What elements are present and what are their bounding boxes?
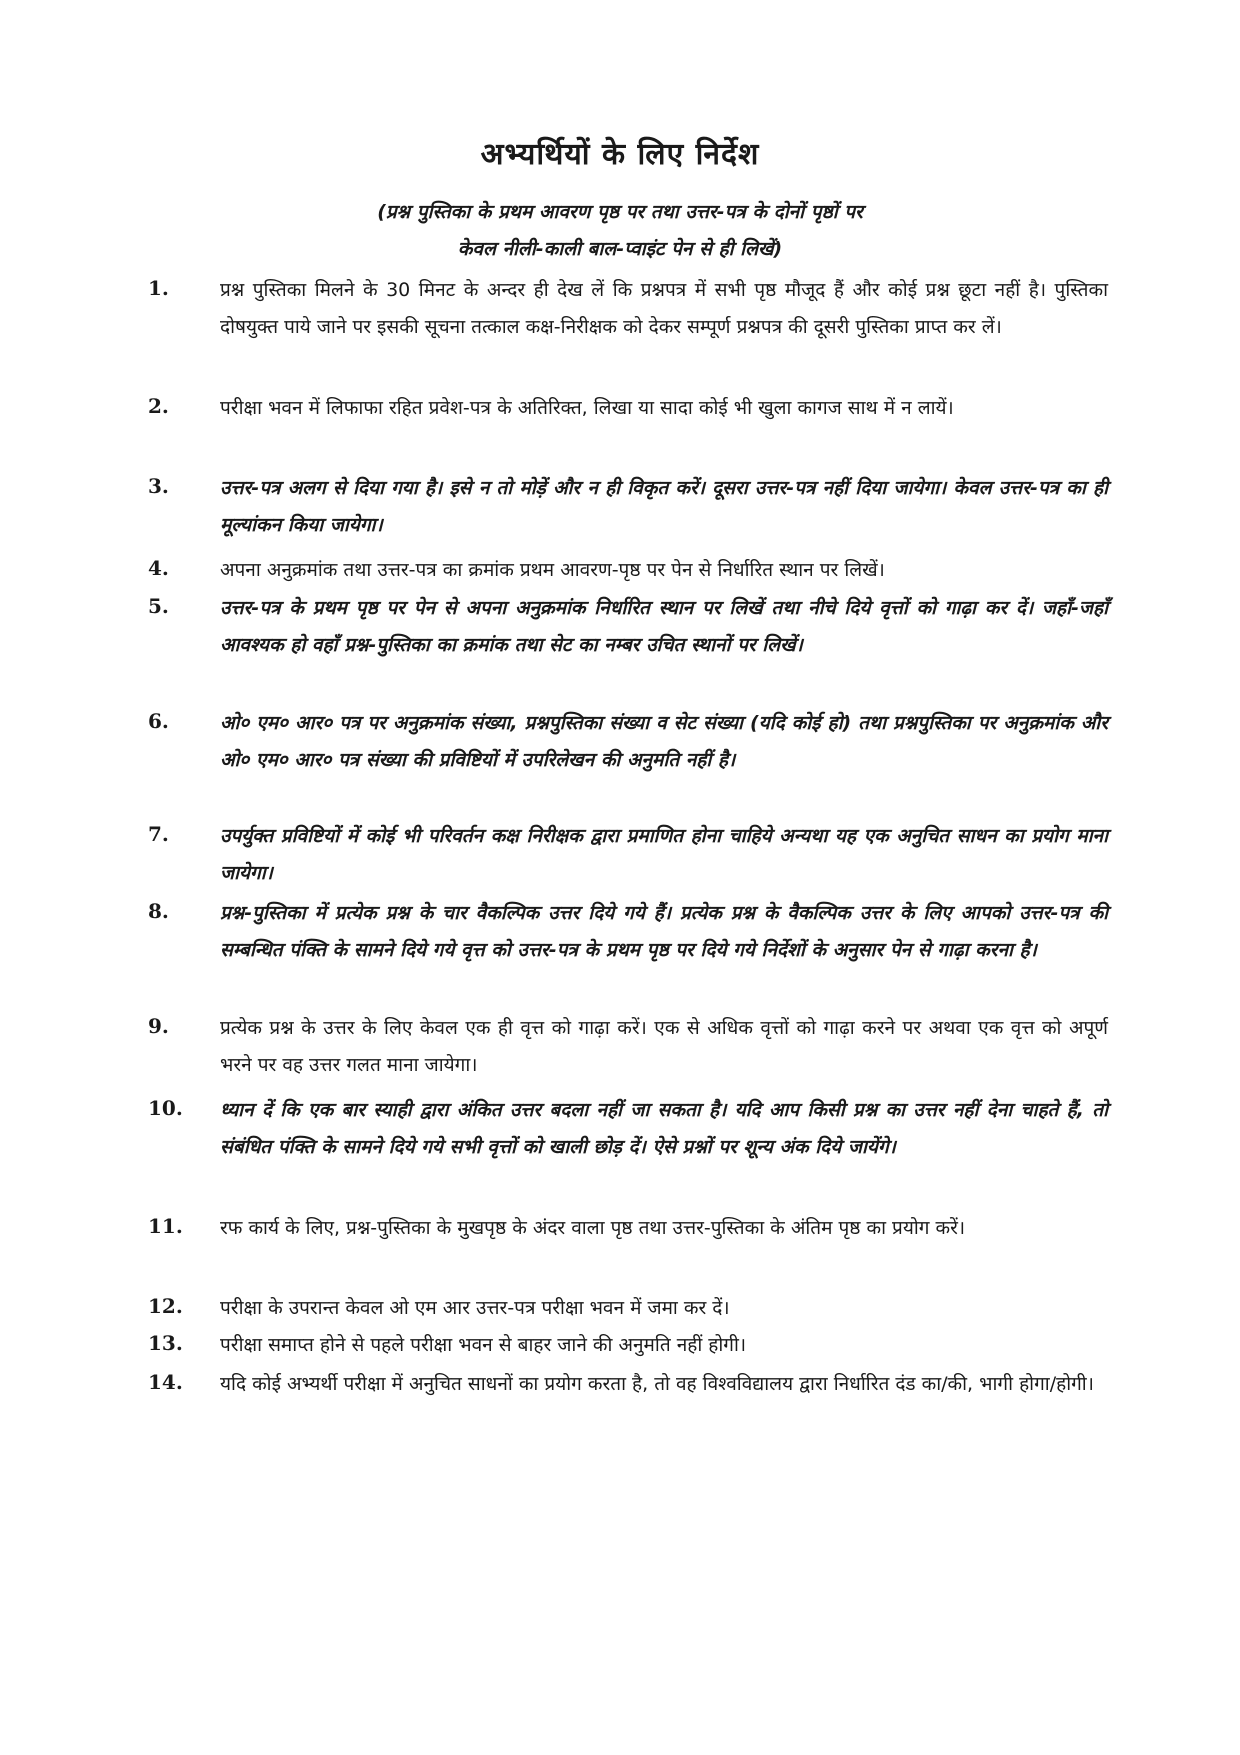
instruction-number: 6.: [148, 709, 169, 733]
instruction-number: 2.: [148, 394, 169, 418]
instruction-text: ओ० एम० आर० पत्र पर अनुक्रमांक संख्या, प्रश्नपुस्तिका संख्या व सेट संख्या (यदि कोई हो) तथा प्रश्नपुस्तिका पर अनुक्रमांक और ओ० एम० आर० पत्र संख्या की प्रविष्टियों में उपरिलेखन की अनुमति नहीं है।: [220, 712, 1108, 771]
instruction-text: परीक्षा के उपरान्त केवल ओ एम आर उत्तर-पत्र परीक्षा भवन में जमा कर दें।: [220, 1297, 730, 1319]
instruction-2: [148, 390, 1108, 427]
instruction-number: 1.: [148, 276, 169, 300]
subtitle-line-2: केवल नीली-काली बाल-प्वाइंट पेन से ही लिखें): [457, 238, 783, 260]
instruction-10: [148, 1092, 1108, 1166]
instruction-number: 5.: [148, 594, 169, 618]
instruction-text: अपना अनुक्रमांक तथा उत्तर-पत्र का क्रमांक प्रथम आवरण-पृष्ठ पर पेन से निर्धारित स्थान पर लिखें।: [220, 559, 885, 581]
instruction-text: उपर्युक्त प्रविष्टियों में कोई भी परिवर्तन कक्ष निरीक्षक द्वारा प्रमाणित होना चाहिये अन्यथा यह एक अनुचित साधन का प्रयोग माना जायेगा।: [220, 825, 1108, 884]
instruction-number: 14.: [148, 1370, 183, 1394]
instruction-text: रफ कार्य के लिए, प्रश्न-पुस्तिका के मुखपृष्ठ के अंदर वाला पृष्ठ तथा उत्तर-पुस्तिका के अंतिम पृष्ठ का प्रयोग करें।: [220, 1217, 966, 1239]
instruction-9: [148, 1010, 1108, 1084]
instruction-5: [148, 590, 1108, 664]
instruction-number: 11.: [148, 1214, 183, 1238]
instruction-number: 13.: [148, 1331, 183, 1355]
instruction-text: उत्तर-पत्र अलग से दिया गया है। इसे न तो मोड़ें और न ही विकृत करें। दूसरा उत्तर-पत्र नहीं दिया जायेगा। केवल उत्तर-पत्र का ही मूल्यांकन किया जायेगा।: [220, 477, 1108, 536]
instruction-number: 7.: [148, 822, 169, 846]
instruction-12: [148, 1290, 1108, 1327]
instruction-number: 10.: [148, 1096, 183, 1120]
instruction-text: उत्तर-पत्र के प्रथम पृष्ठ पर पेन से अपना अनुक्रमांक निर्धारित स्थान पर लिखें तथा नीचे दिये वृत्तों को गाढ़ा कर दें। जहाँ-जहाँ आवश्यक हो वहाँ प्रश्न-पुस्तिका का क्रमांक तथा सेट का नम्बर उचित स्थानों पर लिखें।: [220, 597, 1108, 656]
instruction-3: [148, 470, 1108, 544]
instruction-11: [148, 1210, 1108, 1247]
instruction-text: परीक्षा भवन में लिफाफा रहित प्रवेश-पत्र के अतिरिक्त, लिखा या सादा कोई भी खुला कागज साथ में न लायें।: [220, 397, 954, 419]
instruction-text: प्रश्न पुस्तिका मिलने के 30 मिनट के अन्दर ही देख लें कि प्रश्नपत्र में सभी पृष्ठ मौजूद हैं और कोई प्रश्न छूटा नहीं है। पुस्तिका दोषयुक्त पाये जाने पर इसकी सूचना तत्काल कक्ष-निरीक्षक को देकर सम्पूर्ण प्रश्नपत्र की दूसरी पुस्तिका प्राप्त कर लें।: [220, 279, 1108, 338]
instruction-text: प्रश्न-पुस्तिका में प्रत्येक प्रश्न के चार वैकल्पिक उत्तर दिये गये हैं। प्रत्येक प्रश्न के वैकल्पिक उत्तर के लिए आपको उत्तर-पत्र की सम्बन्धित पंक्ति के सामने दिये गये वृत्त को उत्तर-पत्र के प्रथम पृष्ठ पर दिये गये निर्देशों के अनुसार पेन से गाढ़ा करना है।: [220, 902, 1108, 961]
instruction-number: 12.: [148, 1294, 183, 1318]
instruction-4: [148, 552, 1108, 589]
instruction-1: [148, 272, 1108, 346]
instruction-number: 4.: [148, 556, 169, 580]
instruction-6: [148, 705, 1108, 779]
instruction-number: 3.: [148, 474, 169, 498]
instruction-8: [148, 895, 1108, 969]
instruction-text: यदि कोई अभ्यर्थी परीक्षा में अनुचित साधनों का प्रयोग करता है, तो वह विश्वविद्यालय द्वारा निर्धारित दंड का/की, भागी होगा/होगी।: [220, 1373, 1094, 1395]
instruction-text: प्रत्येक प्रश्न के उत्तर के लिए केवल एक ही वृत्त को गाढ़ा करें। एक से अधिक वृत्तों को गाढ़ा करने पर अथवा एक वृत्त को अपूर्ण भरने पर वह उत्तर गलत माना जायेगा।: [220, 1017, 1108, 1076]
instruction-14: [148, 1366, 1108, 1403]
subtitle-line-1: (प्रश्न पुस्तिका के प्रथम आवरण पृष्ठ पर तथा उत्तर-पत्र के दोनों पृष्ठों पर: [377, 201, 863, 223]
instruction-number: 8.: [148, 899, 169, 923]
instruction-number: 9.: [148, 1014, 169, 1038]
instruction-7: [148, 818, 1108, 892]
instruction-text: परीक्षा समाप्त होने से पहले परीक्षा भवन से बाहर जाने की अनुमति नहीं होगी।: [220, 1334, 747, 1356]
page-title: अभ्यर्थियों के लिए निर्देश: [480, 137, 760, 172]
instruction-text: ध्यान दें कि एक बार स्याही द्वारा अंकित उत्तर बदला नहीं जा सकता है। यदि आप किसी प्रश्न का उत्तर नहीं देना चाहते हैं, तो संबंधित पंक्ति के सामने दिये गये सभी वृत्तों को खाली छोड़ दें। ऐसे प्रश्नों पर शून्य अंक दिये जायेंगे।: [220, 1099, 1108, 1158]
instruction-13: [148, 1327, 1108, 1364]
